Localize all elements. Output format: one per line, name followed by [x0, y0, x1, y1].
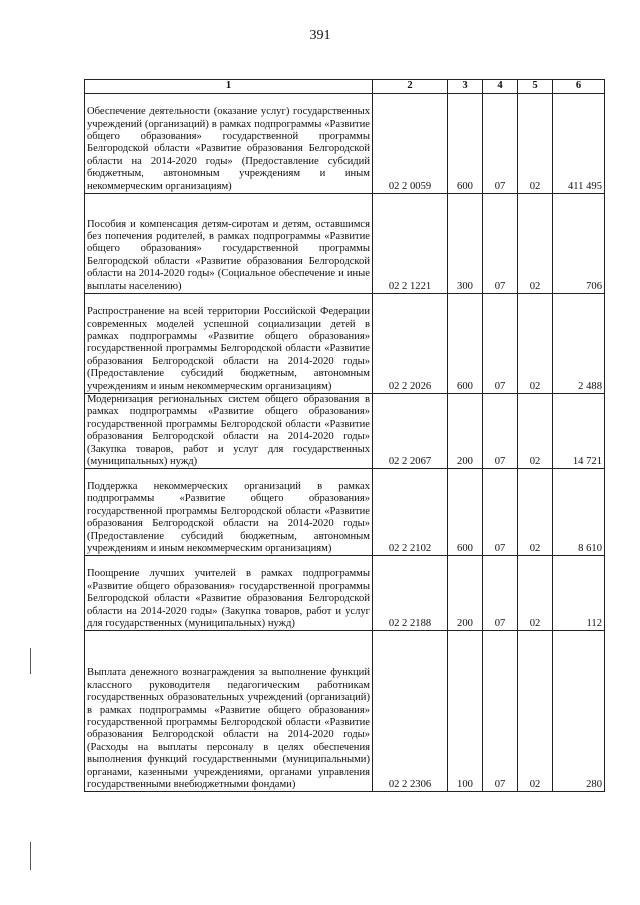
header-col-3: 3 — [448, 80, 483, 94]
header-col-6: 6 — [553, 80, 605, 94]
row-type: 200 — [448, 556, 483, 631]
table-row — [85, 94, 605, 194]
row-section: 07 — [483, 394, 518, 469]
row-code: 02 2 1221 — [373, 194, 448, 294]
row-section: 07 — [483, 194, 518, 294]
row-description: Распространение на всей территории Российской Федерации современных моделей успешной социализации детей в рамках подпрограммы «Развитие общего образования» государственной программы Белгородской области «Развитие образования Белгородской области на 2014-2020 годы» (Предоставление субсидий бюджетным, автономным учреждениям и иным некоммерческим организациям) — [85, 294, 373, 394]
row-code: 02 2 2067 — [373, 394, 448, 469]
scan-margin-mark — [30, 842, 31, 870]
page-number: 391 — [309, 28, 331, 43]
header-col-1: 1 — [85, 80, 373, 94]
row-code: 02 2 0059 — [373, 94, 448, 194]
row-amount: 411 495 — [553, 94, 605, 194]
row-description: Обеспечение деятельности (оказание услуг) государственных учреждений (организаций) в рамках подпрограммы «Развитие общего образования» государственной программы Белгородской области «Развитие образования Белгородской области на 2014-2020 годы» (Предоставление субсидий бюджетным, автономным учреждениям и иным некоммерческим организациям) — [85, 94, 373, 194]
row-type: 100 — [448, 631, 483, 792]
scan-margin-mark — [30, 648, 31, 674]
row-code: 02 2 2026 — [373, 294, 448, 394]
row-type: 600 — [448, 469, 483, 556]
row-type: 200 — [448, 394, 483, 469]
row-section: 07 — [483, 94, 518, 194]
row-type: 600 — [448, 294, 483, 394]
budget-table — [84, 79, 605, 792]
table-header-row — [85, 80, 605, 94]
row-section: 07 — [483, 469, 518, 556]
row-section: 07 — [483, 556, 518, 631]
row-description: Поощрение лучших учителей в рамках подпрограммы «Развитие общего образования» государственной программы Белгородской области «Развитие образования Белгородской области на 2014-2020 годы» (Закупка товаров, работ и услуг для государственных (муниципальных) нужд) — [85, 556, 373, 631]
row-description: Пособия и компенсация детям-сиротам и детям, оставшимся без попечения родителей, в рамках подпрограммы «Развитие общего образования» государственной программы Белгородской области «Развитие образования Белгородской области на 2014-2020 годы» (Социальное обеспечение и иные выплаты населению) — [85, 194, 373, 294]
row-subsection: 02 — [518, 194, 553, 294]
row-amount: 706 — [553, 194, 605, 294]
row-type: 300 — [448, 194, 483, 294]
row-description: Модернизация региональных систем общего образования в рамках подпрограммы «Развитие общего образования» государственной программы Белгородской области «Развитие образования Белгородской области на 2014-2020 годы» (Закупка товаров, работ и услуг для государственных (муниципальных) нужд) — [85, 394, 373, 469]
table-row — [85, 294, 605, 394]
table-row — [85, 631, 605, 792]
row-subsection: 02 — [518, 294, 553, 394]
row-code: 02 2 2188 — [373, 556, 448, 631]
row-subsection: 02 — [518, 394, 553, 469]
row-amount: 8 610 — [553, 469, 605, 556]
row-section: 07 — [483, 631, 518, 792]
row-subsection: 02 — [518, 94, 553, 194]
header-col-4: 4 — [483, 80, 518, 94]
table-row — [85, 469, 605, 556]
row-description: Выплата денежного вознаграждения за выполнение функций классного руководителя педагогическим работникам государственных образовательных учреждений (организаций) в рамках подпрограммы «Развитие общего образования» государственной программы Белгородской области «Развитие образования Белгородской области на 2014-2020 годы» (Расходы на выплаты персоналу в целях обеспечения выполнения функций государственными (муниципальными) органами, казенными учреждениями, органами управления государственными внебюджетными фондами) — [85, 631, 373, 792]
table-row — [85, 194, 605, 294]
row-amount: 2 488 — [553, 294, 605, 394]
row-subsection: 02 — [518, 631, 553, 792]
row-subsection: 02 — [518, 556, 553, 631]
row-code: 02 2 2306 — [373, 631, 448, 792]
row-amount: 280 — [553, 631, 605, 792]
row-amount: 112 — [553, 556, 605, 631]
row-type: 600 — [448, 94, 483, 194]
row-subsection: 02 — [518, 469, 553, 556]
row-section: 07 — [483, 294, 518, 394]
header-col-2: 2 — [373, 80, 448, 94]
header-col-5: 5 — [518, 80, 553, 94]
row-description: Поддержка некоммерческих организаций в рамках подпрограммы «Развитие общего образования» государственной программы Белгородской области «Развитие образования Белгородской области на 2014-2020 годы» (Предоставление субсидий бюджетным, автономным учреждениям и иным некоммерческим организациям) — [85, 469, 373, 556]
row-code: 02 2 2102 — [373, 469, 448, 556]
row-amount: 14 721 — [553, 394, 605, 469]
table-row — [85, 394, 605, 469]
table-row — [85, 556, 605, 631]
